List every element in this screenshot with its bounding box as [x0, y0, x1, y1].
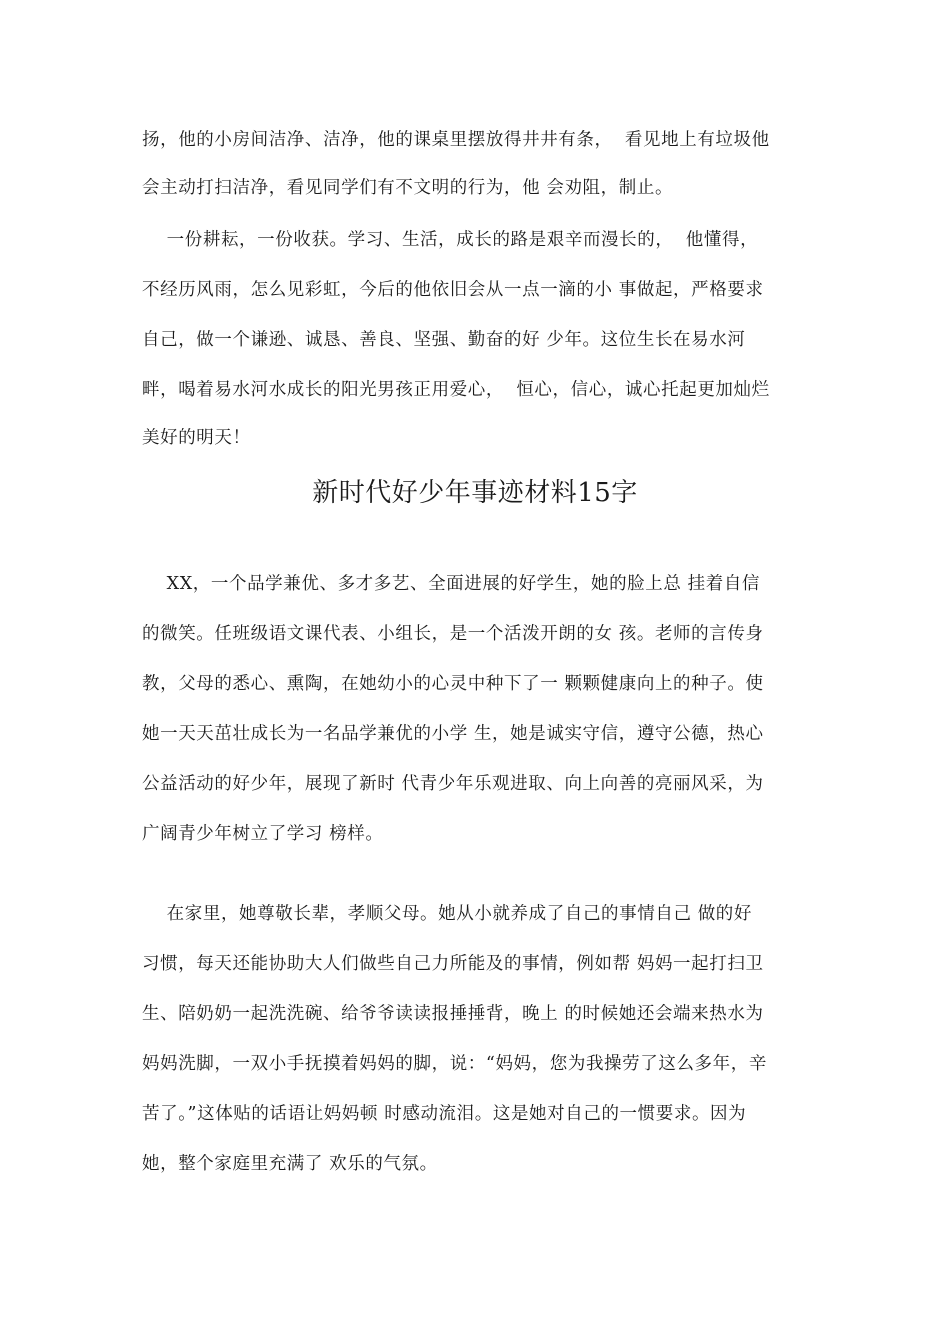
body-text-line: 畔，喝着易水河水成长的阳光男孩正用爱心， 恒心，信心，诚心托起更加灿烂: [142, 380, 770, 400]
section-title: 新时代好少年事迹材料15字: [312, 478, 638, 508]
body-text-line: 她，整个家庭里充满了 欢乐的气氛。: [142, 1154, 438, 1174]
body-text-line: 的微笑。任班级语文课代表、小组长，是一个活泼开朗的女 孩。老师的言传身: [142, 624, 764, 644]
body-text-line: 一份耕耘，一份收获。学习、生活，成长的路是艰辛而漫长的， 他懂得，: [142, 230, 759, 250]
body-text-line: XX，一个品学兼优、多才多艺、全面进展的好学生，她的脸上总 挂着自信: [142, 574, 761, 594]
body-text-line: 苦了。”这体贴的话语让妈妈顿 时感动流泪。这是她对自己的一惯要求。因为: [142, 1104, 747, 1124]
body-text-line: 扬，他的小房间洁净、洁净，他的课桌里摆放得井井有条， 看见地上有垃圾他: [142, 130, 770, 150]
body-text-line: 自己，做一个谦逊、诚恳、善良、坚强、勤奋的好 少年。这位生长在易水河: [142, 330, 746, 350]
body-text-line: 她一天天茁壮成长为一名品学兼优的小学 生，她是诚实守信，遵守公德，热心: [142, 724, 764, 744]
body-text-line: 会主动打扫洁净，看见同学们有不文明的行为，他 会劝阻，制止。: [142, 178, 674, 198]
body-text-line: 习惯，每天还能协助大人们做些自己力所能及的事情，例如帮 妈妈一起打扫卫: [142, 954, 764, 974]
body-text-line: 生、陪奶奶一起洗洗碗、给爷爷读读报捶捶背，晚上 的时候她还会端来热水为: [142, 1004, 764, 1024]
body-text-line: 美好的明天！: [142, 428, 251, 448]
body-text-line: 公益活动的好少年，展现了新时 代青少年乐观进取、向上向善的亮丽风采，为: [142, 774, 764, 794]
body-text-line: 在家里，她尊敬长辈，孝顺父母。她从小就养成了自己的事情自己 做的好: [142, 904, 753, 924]
body-text-line: 不经历风雨，怎么见彩虹，今后的他依旧会从一点一滴的小 事做起，严格要求: [142, 280, 764, 300]
body-text-line: 教，父母的悉心、熏陶，在她幼小的心灵中种下了一 颗颗健康向上的种子。使: [142, 674, 764, 694]
body-text-line: 广阔青少年树立了学习 榜样。: [142, 824, 384, 844]
body-text-line: 妈妈洗脚，一双小手抚摸着妈妈的脚，说：“妈妈，您为我操劳了这么多年，辛: [142, 1054, 767, 1074]
